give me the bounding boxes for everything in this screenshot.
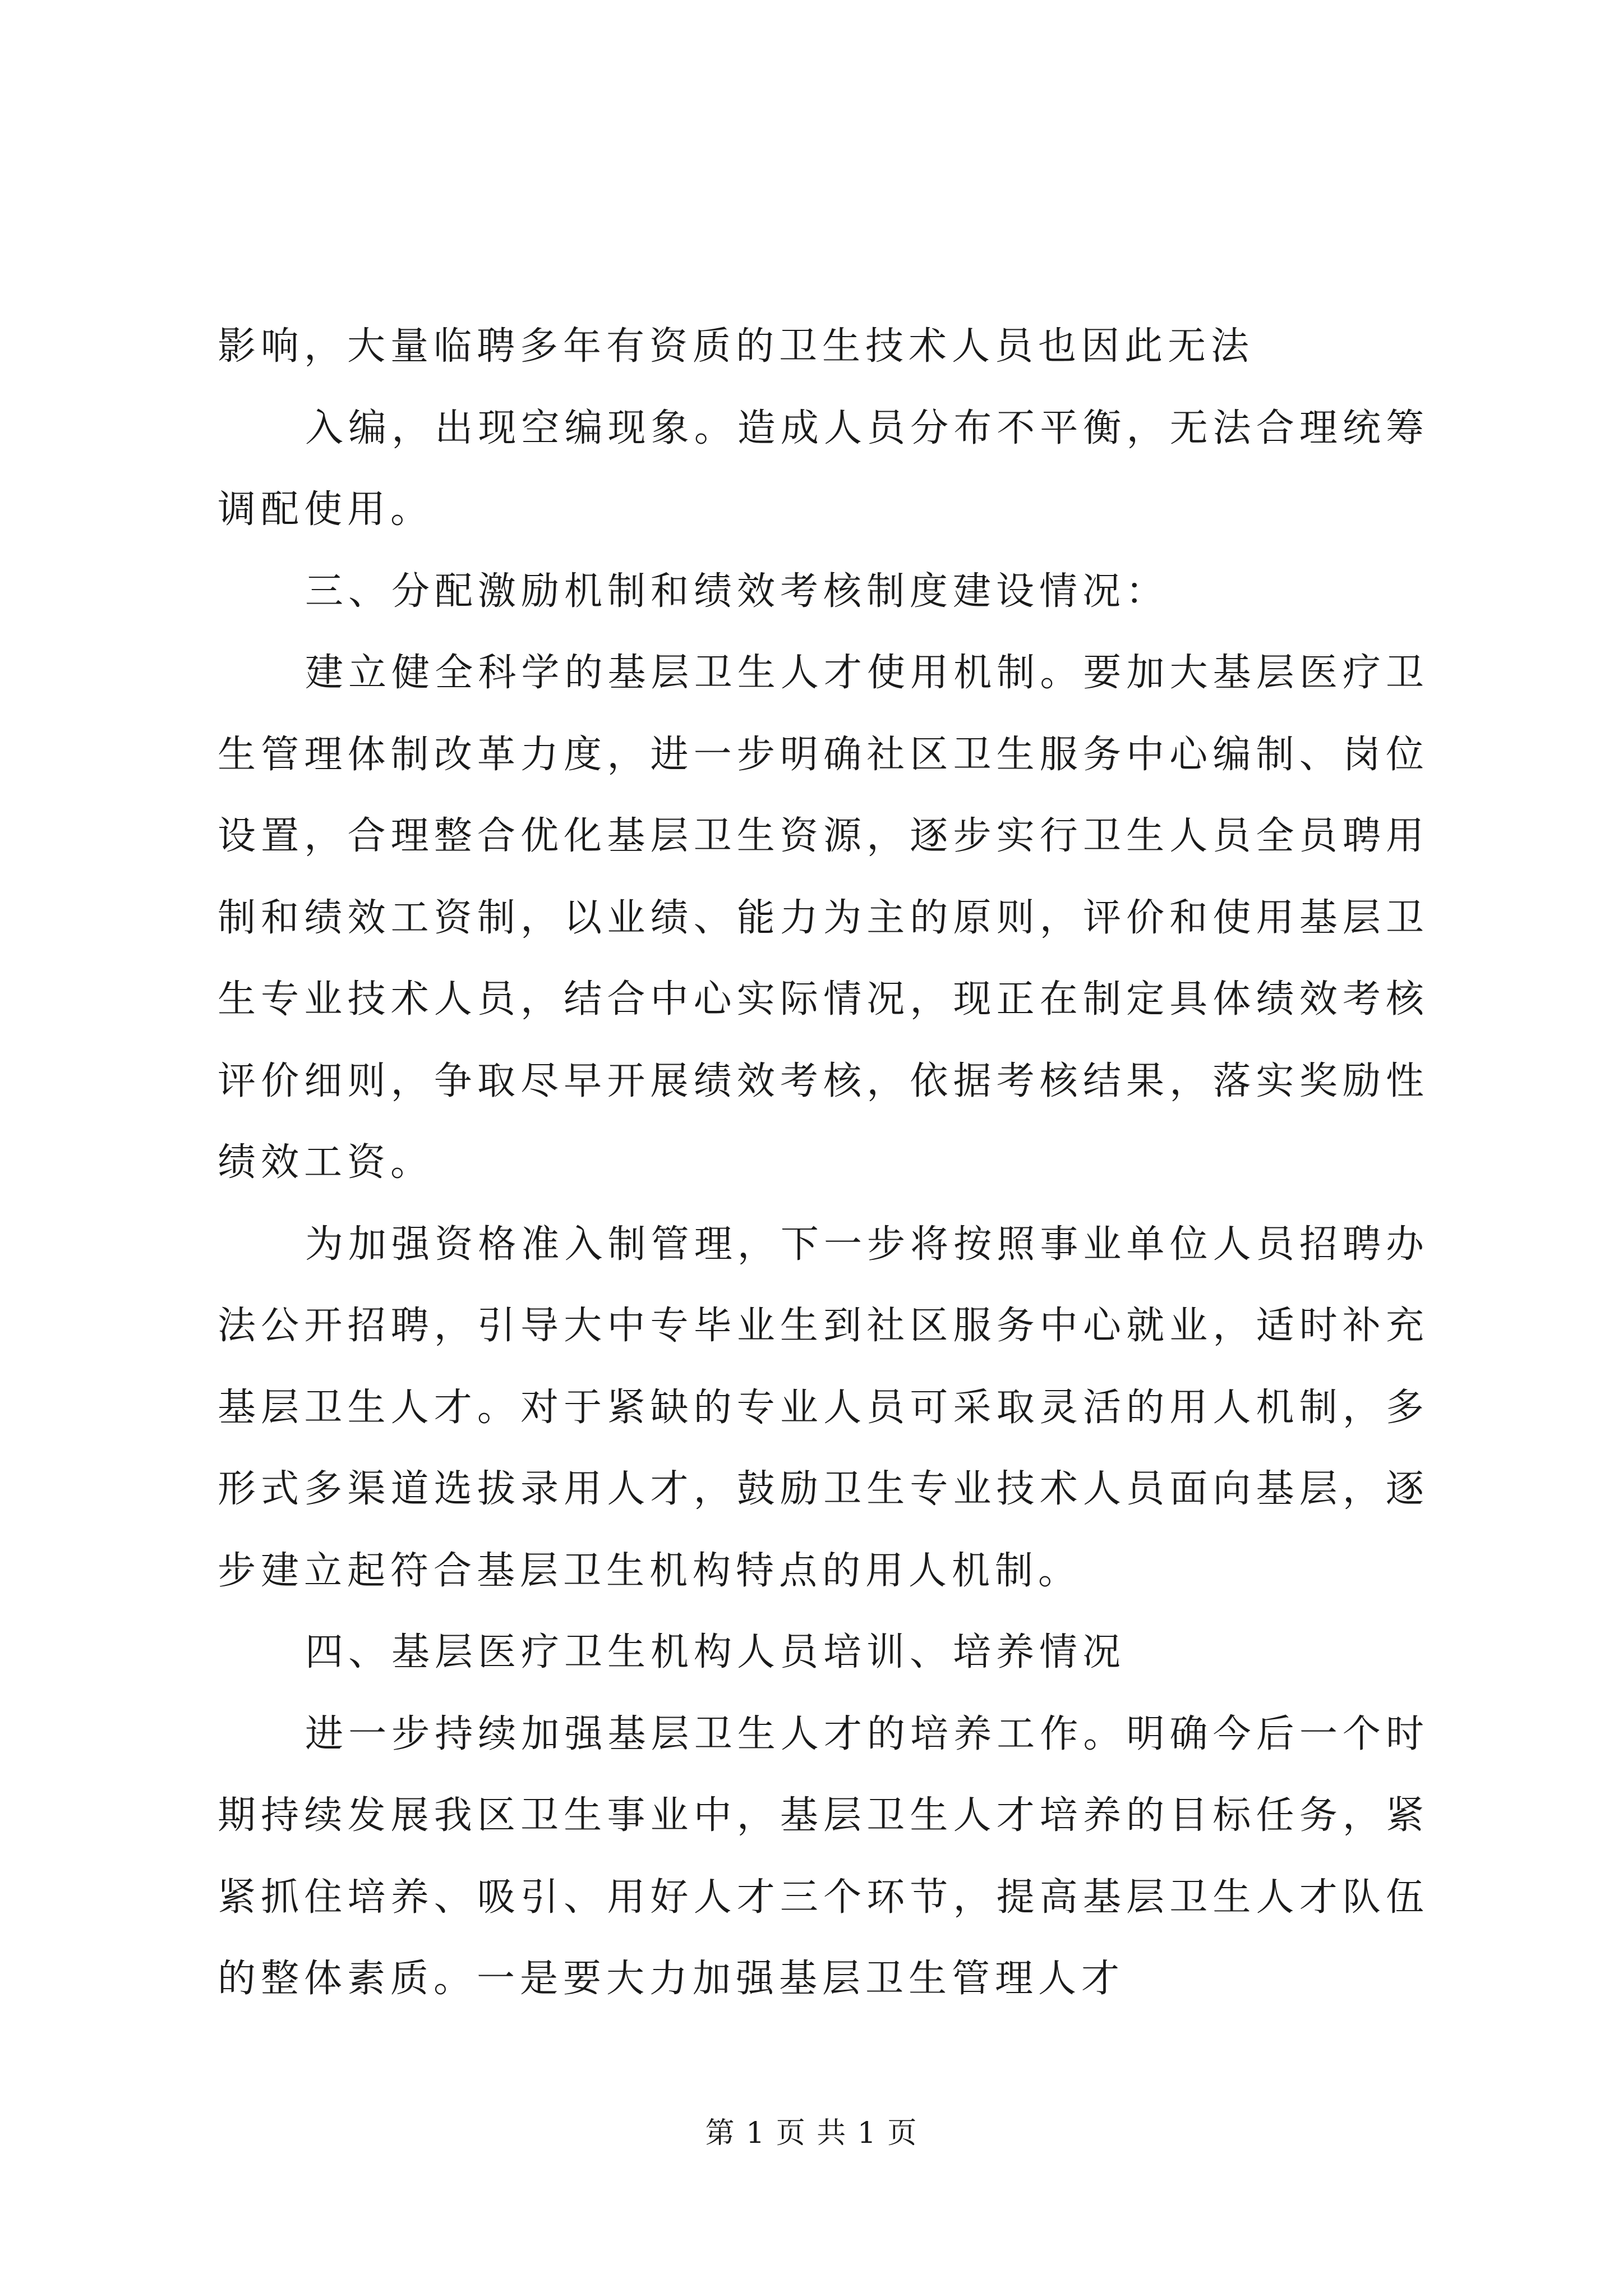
section-heading-3: 三、分配激励机制和绩效考核制度建设情况：	[305, 569, 1169, 614]
paragraph-training: 进一步持续加强基层卫生人才的培养工作。明确今后一个时期持续发展我区卫生事业中，基层卫生人才培养的目标任务，紧紧抓住培养、吸引、用好人才三个环节，提高基层卫生人才队伍的整体素质。一是要大力加强基层卫生管理人才	[218, 1711, 1429, 2001]
paragraph-usage-mechanism: 建立健全科学的基层卫生人才使用机制。要加大基层医疗卫生管理体制改革力度，进一步明确社区卫生服务中心编制、岗位设置，合理整合优化基层卫生资源，逐步实行卫生人员全员聘用制和绩效工资制，以业绩、能力为主的原则，评价和使用基层卫生专业技术人员，结合中心实际情况，现正在制定具体绩效考核评价细则，争取尽早开展绩效考核，依据考核结果，落实奖励性绩效工资。	[218, 651, 1429, 1185]
page-number-footer: 第 1 页 共 1 页	[705, 2116, 918, 2150]
section-heading-4: 四、基层医疗卫生机构人员培训、培养情况	[305, 1630, 1126, 1674]
document-body	[218, 306, 1429, 2020]
paragraph-qualification-access: 为加强资格准入制管理，下一步将按照事业单位人员招聘办法公开招聘，引导大中专毕业生到社区服务中心就业，适时补充基层卫生人才。对于紧缺的专业人员可采取灵活的用人机制，多形式多渠道选拔录用人才，鼓励卫生专业技术人员面向基层，逐步建立起符合基层卫生机构特点的用人机制。	[218, 1222, 1429, 1593]
paragraph-staffing-imbalance: 入编，出现空编现象。造成人员分布不平衡，无法合理统筹调配使用。	[218, 406, 1429, 532]
paragraph-continuation: 影响，大量临聘多年有资质的卫生技术人员也因此无法	[218, 324, 1255, 369]
